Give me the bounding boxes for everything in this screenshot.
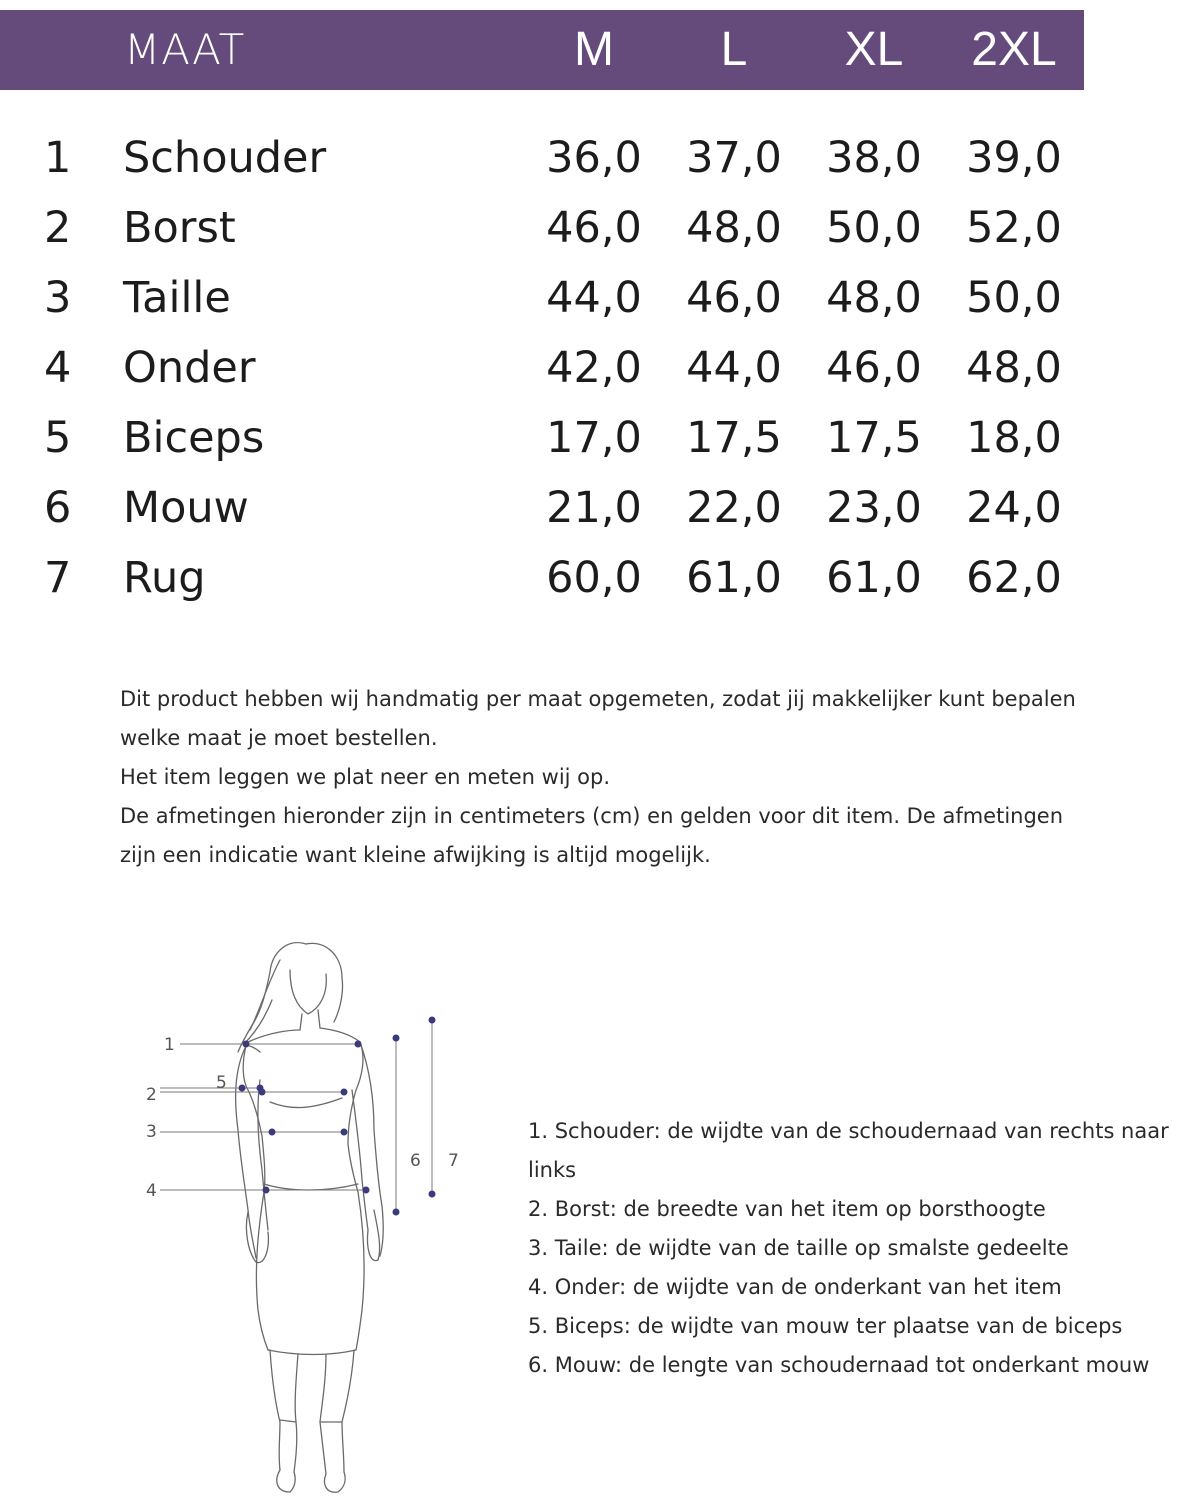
value-xl: 17,5 xyxy=(826,413,922,463)
measure-point xyxy=(243,1041,250,1048)
value-2xl: 24,0 xyxy=(966,483,1062,533)
value-m: 44,0 xyxy=(546,273,642,323)
value-xl: 46,0 xyxy=(826,343,922,393)
legend-line: 3. Taile: de wijdte van de taille op smalste gedeelte xyxy=(528,1236,1069,1260)
row-number: 2 xyxy=(44,203,72,253)
legend-line: 6. Mouw: de lengte van schoudernaad tot onderkant mouw xyxy=(528,1353,1150,1377)
row-label: Biceps xyxy=(123,413,265,463)
value-2xl: 52,0 xyxy=(966,203,1062,253)
figure-label-5: 5 xyxy=(216,1073,227,1093)
value-l: 44,0 xyxy=(686,343,782,393)
measure-point xyxy=(263,1187,270,1194)
value-l: 17,5 xyxy=(686,413,782,463)
legend-line: 1. Schouder: de wijdte van de schoudernaad van rechts naar xyxy=(528,1119,1169,1143)
table-row xyxy=(0,333,1100,403)
value-2xl: 62,0 xyxy=(966,553,1062,603)
legend-line: 4. Onder: de wijdte van de onderkant van het item xyxy=(528,1275,1062,1299)
intro-line: Het item leggen we plat neer en meten wij op. xyxy=(120,765,611,789)
figure-sketch xyxy=(236,943,384,1493)
row-label: Onder xyxy=(123,343,256,393)
measure-point xyxy=(355,1041,362,1048)
legend-line: links xyxy=(528,1158,577,1182)
measure-point xyxy=(259,1089,266,1096)
value-m: 21,0 xyxy=(546,483,642,533)
value-l: 37,0 xyxy=(686,133,782,183)
figure-label-7: 7 xyxy=(448,1151,459,1171)
table-row xyxy=(0,543,1100,613)
value-l: 48,0 xyxy=(686,203,782,253)
measurement-legend xyxy=(528,1112,1188,1385)
measure-point xyxy=(341,1129,348,1136)
size-header-2xl: 2XL xyxy=(971,23,1057,76)
figure-label-3: 3 xyxy=(146,1122,157,1142)
intro-line: Dit product hebben wij handmatig per maat opgemeten, zodat jij makkelijker kunt bepalen xyxy=(120,687,1076,711)
value-2xl: 48,0 xyxy=(966,343,1062,393)
value-m: 46,0 xyxy=(546,203,642,253)
value-xl: 48,0 xyxy=(826,273,922,323)
row-number: 3 xyxy=(44,273,72,323)
row-number: 5 xyxy=(44,413,72,463)
measure-point xyxy=(363,1187,370,1194)
row-label: Rug xyxy=(123,553,206,603)
size-table-header xyxy=(0,10,1084,90)
row-number: 6 xyxy=(44,483,72,533)
row-label: Mouw xyxy=(123,483,249,533)
measure-point xyxy=(429,1191,436,1198)
table-row xyxy=(0,193,1100,263)
row-label: Borst xyxy=(123,203,236,253)
row-label: Taille xyxy=(123,273,231,323)
value-xl: 23,0 xyxy=(826,483,922,533)
measure-point xyxy=(429,1017,436,1024)
figure-label-1: 1 xyxy=(164,1035,175,1055)
measure-lines xyxy=(160,1020,432,1212)
row-label: Schouder xyxy=(123,133,327,183)
value-m: 60,0 xyxy=(546,553,642,603)
measure-point xyxy=(393,1035,400,1042)
measure-point xyxy=(341,1089,348,1096)
legend-line: 2. Borst: de breedte van het item op borsthoogte xyxy=(528,1197,1046,1221)
value-l: 22,0 xyxy=(686,483,782,533)
table-row xyxy=(0,403,1100,473)
intro-line: zijn een indicatie want kleine afwijking is altijd mogelijk. xyxy=(120,843,711,867)
value-xl: 50,0 xyxy=(826,203,922,253)
intro-text xyxy=(120,680,1100,875)
figure-label-2: 2 xyxy=(146,1085,157,1105)
row-number: 4 xyxy=(44,343,72,393)
figure-label-4: 4 xyxy=(146,1181,157,1201)
value-xl: 38,0 xyxy=(826,133,922,183)
measurement-figure-illustration xyxy=(130,930,480,1500)
row-number: 7 xyxy=(44,553,72,603)
value-l: 61,0 xyxy=(686,553,782,603)
size-header-xl: XL xyxy=(844,23,904,76)
size-header-l: L xyxy=(720,23,748,76)
value-xl: 61,0 xyxy=(826,553,922,603)
legend-line: 5. Biceps: de wijdte van mouw ter plaatse van de biceps xyxy=(528,1314,1123,1338)
value-2xl: 18,0 xyxy=(966,413,1062,463)
measure-point xyxy=(393,1209,400,1216)
row-number: 1 xyxy=(44,133,72,183)
value-m: 17,0 xyxy=(546,413,642,463)
table-row xyxy=(0,473,1100,543)
table-row xyxy=(0,123,1100,193)
size-header-m: M xyxy=(574,23,614,76)
value-m: 42,0 xyxy=(546,343,642,393)
value-2xl: 39,0 xyxy=(966,133,1062,183)
intro-line: De afmetingen hieronder zijn in centimeters (cm) en gelden voor dit item. De afmetingen xyxy=(120,804,1064,828)
value-m: 36,0 xyxy=(546,133,642,183)
value-2xl: 50,0 xyxy=(966,273,1062,323)
figure-label-6: 6 xyxy=(410,1151,421,1171)
table-row xyxy=(0,263,1100,333)
intro-line: welke maat je moet bestellen. xyxy=(120,726,438,750)
value-l: 46,0 xyxy=(686,273,782,323)
measure-point xyxy=(269,1129,276,1136)
measure-point xyxy=(239,1085,246,1092)
maat-header-label: MAAT xyxy=(124,25,246,74)
